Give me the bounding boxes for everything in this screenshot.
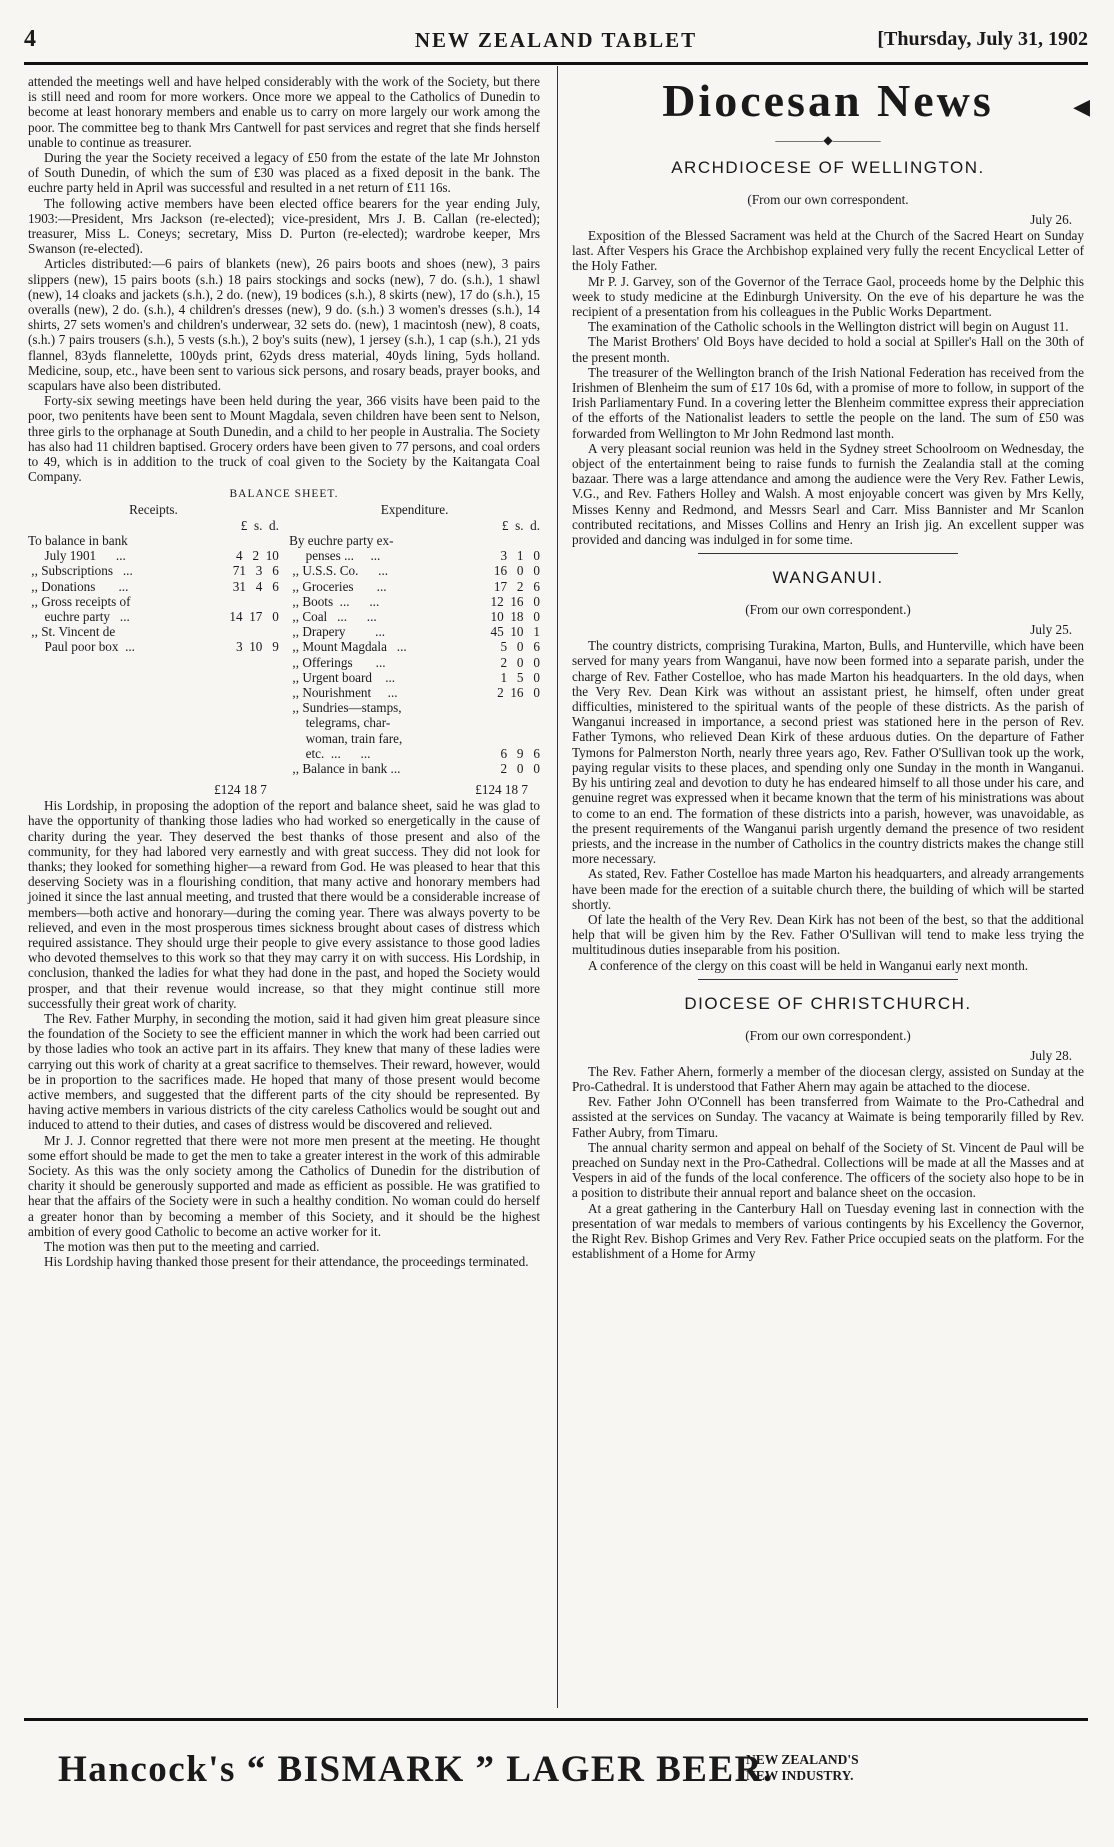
lsd-heading: £ s. d. [240,517,279,533]
christchurch-section [572,994,1084,1262]
balance-row [289,685,540,700]
balance-row [289,715,540,730]
title-ornament: ————◆———— [775,133,881,147]
footer-rule [24,1718,1088,1721]
print-marker: ◀ [1073,94,1090,119]
column-divider [557,66,558,1708]
item-label: ,, Offerings ... [289,654,386,670]
paragraph: The annual charity sermon and appeal on behalf of the Society of St. Vincent de Paul will be preached on Sunday next in the Pro-Cathedral. Collections will be made at all the Masses and at Vespers in aid of the funds of the local conference. The officers of the society also hope to be in a position to distribute their annual report and balance sheet on the occasion. [572,1139,1084,1201]
page-number: 4 [24,26,36,52]
balance-row [28,609,279,624]
balance-row [289,579,540,594]
item-amount: 2 0 0 [500,654,540,670]
item-amount: 45 10 1 [490,624,540,640]
receipts-total: £124 18 7 [214,782,267,798]
section-heading: DIOCESE OF CHRISTCHURCH. [684,993,972,1013]
article-continuation-bottom [28,798,540,1269]
paragraph: The treasurer of the Wellington branch of the Irish National Federation has received from the Irishmen of Blenheim the sum of £17 10s 6d, with a promise of more to follow, in support of the Irish Parliamentary Fund. In a covering letter the Blenheim committee express their appreciation of the efforts of the Nationalist leaders to settle the people on the land. The sum of £50 was forwarded from Wellington to Mr John Redmond last month. [572,364,1084,441]
balance-row [289,655,540,670]
item-amount [448,533,540,548]
item-amount: 14 17 0 [229,608,279,624]
item-label: ,, Urgent board ... [289,669,396,685]
balance-row [289,746,540,761]
item-amount: 71 3 6 [232,563,279,579]
item-amount [448,700,540,715]
paragraph: A conference of the clergy on this coast will be held in Wanganui early next month. [588,957,1029,973]
item-label: July 1901 ... [28,548,126,564]
item-label: ,, U.S.S. Co. ... [289,563,389,579]
paragraph: The motion was then put to the meeting and carried. [44,1239,320,1255]
wanganui-section [572,568,1084,972]
item-amount [187,624,279,639]
report-date: July 28. [1030,1047,1072,1063]
item-label: ,, Drapery ... [289,624,386,640]
wellington-section [572,158,1084,547]
item-amount [448,731,540,746]
item-label: ,, St. Vincent de [28,624,116,640]
item-label: ,, Coal ... ... [289,608,377,624]
expenditure-column [289,502,540,776]
paragraph: Forty-six sewing meetings have been held during the year, 366 visits have been paid to the poor, two penitents have been sent to Mount Magdala, seven children have been sent to Nelson, three girls to the orphanage at South Dunedin, and a child to her people in Australia. The Society has also had 11 children baptised. Grocery orders have been given to 77 persons, and coal orders to 49, which is in addition to the truck of coal given to the Society by the Kaitangata Coal Company. [28,393,540,485]
receipts-heading: Receipts. [129,502,178,518]
issue-date: [Thursday, July 31, 1902 [877,28,1088,50]
advertisement-text: Hancock's “ BISMARK ” LAGER BEER. [58,1749,774,1790]
balance-row [28,639,279,654]
item-label: By euchre party ex- [289,532,394,548]
tagline-line: NEW ZEALAND'S [746,1752,859,1767]
paragraph: At a great gathering in the Canterbury Hall on Tuesday evening last in connection with the presentation of war medals to members of various contingents by his Excellency the Governor, the Right Rev. Bishop Grimes and Very Rev. Father Price occupied seats on the platform. For the establishment of a Home for Army [572,1200,1084,1262]
article-continuation-top [28,74,540,484]
item-label: etc. ... ... [289,745,371,761]
paragraph: His Lordship having thanked those present for their attendance, the proceedings terminated. [44,1254,529,1270]
report-date: July 25. [1030,622,1072,638]
paragraph: The examination of the Catholic schools in the Wellington district will begin on August 11. [588,319,1069,335]
balance-row [289,731,540,746]
header-rule [24,62,1088,65]
item-amount: 2 16 0 [497,684,540,700]
item-amount: 12 16 0 [490,593,540,609]
paragraph: Exposition of the Blessed Sacrament was held at the Church of the Sacred Heart on Sunday last. After Vespers his Grace the Archbishop explained very fully the recent Encyclical Letter of the Holy Father. [572,228,1084,274]
item-amount: 1 5 0 [500,669,540,685]
paragraph: The Rev. Father Ahern, formerly a member of the diocesan clergy, assisted on Sunday at the Pro-Cathedral. It is understood that Father Ahern may again be attached to the diocese. [572,1063,1084,1094]
item-amount: 16 0 0 [493,563,540,579]
balance-row [28,533,279,548]
expenditure-heading: Expenditure. [380,502,449,518]
section-rule [698,553,958,554]
advertisement-tagline [746,1752,859,1784]
paragraph: The following active members have been elected office bearers for the year ending July, 1903:—President, Mrs Jackson (re-elected); vice-president, Mrs J. B. Callan (re-elected); treasurer, Miss L. Coneys; secretary, Miss D. Purton (re-elected); wardrobe keeper, Mrs Swanson (re-elected). [28,195,540,257]
expenditure-total: £124 18 7 [475,782,528,798]
correspondent-line: (From our own correspondent.) [745,1027,911,1043]
paragraph: As stated, Rev. Father Costelloe has made Marton his headquarters, and already arrangements have been made for the erection of a suitable church there, the building of which will be started shortly. [572,866,1084,912]
item-label: To balance in bank [28,532,128,548]
section-title: Diocesan News [662,75,994,126]
paragraph: Rev. Father John O'Connell has been transferred from Waimate to the Pro-Cathedral and assisted at the services on Sunday. The vacancy at Waimate is being temporarily filled by Rev. Father Aubry, from Timaru. [572,1094,1084,1140]
balance-row [289,594,540,609]
correspondent-line: (From our own correspondent.) [745,602,911,618]
tagline-line: NEW INDUSTRY. [746,1768,854,1783]
balance-row [289,761,540,776]
correspondent-line: (From our own correspondent. [747,192,909,207]
item-label: euchre party ... [28,608,130,624]
item-amount: 10 18 0 [490,608,540,624]
item-amount: 17 2 6 [493,578,540,594]
item-label: telegrams, char- [289,715,391,731]
item-amount: 5 0 6 [500,639,540,655]
balance-totals [28,782,540,798]
balance-row [28,563,279,578]
section-rule [698,979,958,980]
item-amount: 3 1 0 [500,548,540,564]
item-amount: 2 0 0 [500,760,540,776]
paragraph: Articles distributed:—6 pairs of blankets (new), 26 pairs boots and shoes (new), 3 pairs slippers (new), 15 pairs boots (s.h.) 18 pairs stockings and socks (new), 7 do. (s.h.), 1 shawl (new), 14 cloaks and jackets (s.h.), 2 do. (new), 19 bodices (s.h.), 8 skirts (new), 17 do (s.h.), 15 overalls (new), 2 do. (s.h.), 4 children's dresses (new), 9 do. (s.h.) 3 women's dresses (s.h.), 14 shirts, 27 sets women's and children's underwear, 32 sets do. (new), 1 macintosh (new), 8 coats, (s.h.) 7 pairs trousers (s.h.), 5 vests (s.h.), 2 boy's suits (new), 1 jersey (s.h.), 1 cap (s.h.), 21 yds flannel, 83yds flannelette, 100yds print, 62yds dress material, 40yds lining, 5yds holland. Medicine, soup, etc., have been sent to various sick persons, and rosary beads, prayer books, and scapulars have also been distributed. [28,256,540,394]
item-label: ,, Gross receipts of [28,593,131,609]
balance-row [289,609,540,624]
item-label: ,, Mount Magdala ... [289,639,407,655]
balance-sheet [28,488,540,798]
paragraph: During the year the Society received a legacy of £50 from the estate of the late Mr Johnston of South Dunedin, of which the sum of £30 was placed as a fixed deposit in the bank. The euchre party held in April was successful and resulted in a net return of £11 16s. [28,150,540,196]
item-label: ,, Subscriptions ... [28,563,133,579]
left-column [28,74,540,1269]
item-label: ,, Nourishment ... [289,684,398,700]
masthead: NEW ZEALAND TABLET [414,28,698,52]
paragraph: The Marist Brothers' Old Boys have decided to hold a social at Spiller's Hall on the 30th of the present month. [572,334,1084,365]
item-label: ,, Balance in bank ... [289,760,401,776]
item-label: penses ... ... [289,548,381,564]
paragraph: attended the meetings well and have helped considerably with the work of the Society, but there is still need and room for more workers. Once more we appeal to the Catholics of Dunedin to become at least honorary members and enable us to carry on more largely our work among the poor. The committee beg to thank Mrs Cantwell for past services and regret that she finds herself unable to continue as treasurer. [28,74,540,150]
item-label: ,, Boots ... ... [289,593,380,609]
balance-row [289,548,540,563]
paragraph: A very pleasant social reunion was held in the Sydney street Schoolroom on Wednesday, the object of the entertainment being to raise funds to furnish the Zealandia stall at the coming bazaar. There was a large attendance and among the audience were the Very Rev. Father Lewis, V.G., and Rev. Fathers Holley and Walsh. A most enjoyable concert was given by Mrs Kelly, Misses Kenny and Redmond, and Messrs Searl and Carr. Miss Bannister and Mr Scanlon contributed recitations, and Misses Collins and Henry an Irish jig. An excellent supper was provided and dancing was indulged in for some time. [572,440,1084,548]
paragraph: Of late the health of the Very Rev. Dean Kirk has not been of the best, so that the additional help that will be given him by the Rev. Father O'Sullivan will tend to make less trying the multitudinous duties inseparable from his position. [572,911,1084,958]
lsd-heading: £ s. d. [501,517,540,533]
advertisement-banner [24,1724,1088,1824]
balance-row [289,563,540,578]
page-header [24,26,1088,56]
item-label: ,, Donations ... [28,578,129,594]
receipts-column [28,502,279,776]
paragraph: His Lordship, in proposing the adoption of the report and balance sheet, said he was glad to have the opportunity of thanking those ladies who had worked so energetically in the cause of charity during the year. They deserved the best thanks of those present and also of the community, for they had labored very earnestly and with great success. They did not look for thanks; they looked for something higher—a reward from God. He was pleased to hear that this deserving Society was in a flourishing condition, that many active and honorary members had joined it since the last annual meeting, and trusted that there would be a considerable increase of members—both active and honorary—during the coming year. There was always poverty to be relieved, and even in the most prosperous times sickness brought about cases of distress which required assistance. They should urge their people to give every assistance to those good ladies who devoted themselves to this work so that they may carry it on with success. His Lordship, in conclusion, thanked the ladies for what they had done in the past, and hoped the Society would prosper, and that their revenue would increase, so that they might continue still more successfully their great work of charity. [28,798,540,1011]
right-column [572,74,1090,1262]
item-amount [187,594,279,609]
balance-row [28,624,279,639]
report-date: July 26. [1030,212,1072,227]
item-amount: 4 2 10 [236,548,279,564]
item-amount: 3 10 9 [236,639,279,655]
balance-row [289,533,540,548]
paragraph: Mr P. J. Garvey, son of the Governor of the Terrace Gaol, proceeds home by the Delphic this week to study medicine at the Edinburgh University. On the eve of his departure he was the recipient of a presentation from his colleagues in the Public Works Department. [572,273,1084,320]
item-label: Paul poor box ... [28,639,135,655]
balance-row [289,639,540,654]
balance-sheet-title: BALANCE SHEET. [229,488,339,501]
item-label: woman, train fare, [289,730,403,746]
item-label: ,, Sundries—stamps, [289,700,402,716]
balance-row [28,548,279,563]
balance-row [28,594,279,609]
balance-row [289,670,540,685]
paragraph: Mr J. J. Connor regretted that there were not more men present at the meeting. He thought some effort should be made to get the men to take a greater interest in the work of this admirable Society. As this was the only society among the Catholics of Dunedin for the distribution of charity it should be generously supported and made as efficient as possible. He was gratified to hear that the affairs of the Society were in such a healthy condition. No woman could do herself a greater honor than by becoming a member of this Society, and it should be the highest ambition of every good Catholic to become an active worker for it. [28,1132,540,1239]
item-label: ,, Groceries ... [289,578,387,594]
balance-row [28,579,279,594]
section-heading: ARCHDIOCESE OF WELLINGTON. [671,158,985,177]
item-amount: 6 9 6 [500,745,540,761]
item-amount [187,533,279,548]
item-amount [448,715,540,730]
balance-row [289,624,540,639]
section-heading: WANGANUI. [772,568,884,588]
item-amount: 31 4 6 [232,578,279,594]
paragraph: The country districts, comprising Turakina, Marton, Bulls, and Hunterville, which have been served for many years from Wanganui, have now been formed into a separate parish, under the charge of Rev. Father Costelloe, who has made Marton his headquarters. In the old days, when the Very Rev. Dean Kirk was without an assistant priest, he himself, often under great difficulties, ministered to the spiritual wants of the people of these districts. As the parish of Wanganui increased in importance, a second priest was stationed here in the person of Rev. Father Tymons, who relieved Dean Kirk of these arduous duties. On the departure of Father Tymons for Palmerston North, nearly three years ago, Rev. Father O'Sullivan took up the work, paying regular visits to these places, and spending only one Sunday in the month in Wanganui. By his untiring zeal and devotion to duty he has endeared himself to all those under his care, and genuine regret was expressed when it became known that the term of his ministrations was about to come to an end. The formation of these districts into a parish, however, was unavoidable, as the present requirements of the Wanganui parish urgently demand the presence of two resident priests, and the increase in the number of Catholics in the country districts makes the change still more necessary. [572,638,1084,867]
balance-row [289,700,540,715]
paragraph: The Rev. Father Murphy, in seconding the motion, said it had given him great pleasure since the foundation of the Society to see the efficient manner in which the work had been carried out by those ladies who took an active part in its affairs. They knew that many of these ladies were carrying out this work of charity at a great sacrifice to themselves. Their reward, however, would be in proportion to the sacrifices made. He hoped that many of those present would become active members, and suggested that the different parts of the city should be represented. By having active members in various districts of the city careless Catholics would be sought out and induced to attend to their duties, and cases of distress would be discovered and relieved. [28,1010,540,1133]
